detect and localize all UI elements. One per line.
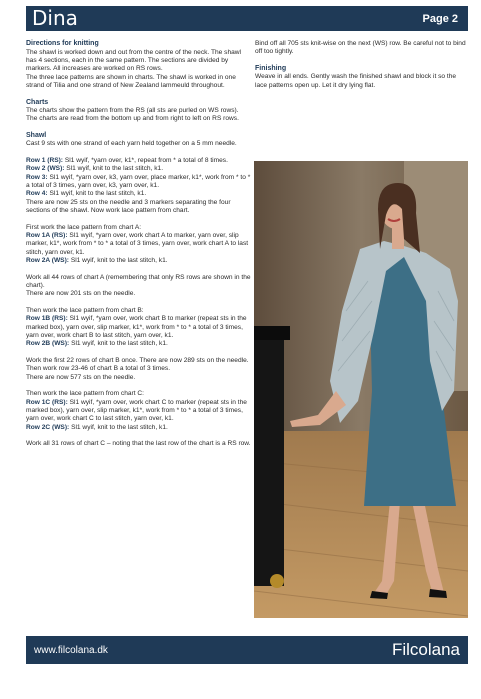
chart-b-then: Then work row 23-46 of chart B a total of 3 times. (26, 365, 171, 373)
row-1a-text: Sl1 wyif, *yarn over, work chart A to marker, yarn over, slip marker, k1*, work from * to * a total of 3 times, yarn over, work chart A to last stitch, yarn over, k1. (26, 232, 249, 256)
row-3-label: Row 3: (26, 173, 48, 181)
chart-c-all: Work all 31 rows of chart C – noting that the last row of the chart is a RS row. (26, 440, 251, 448)
row-1b-label: Row 1B (RS): (26, 315, 68, 323)
page-footer (26, 636, 468, 664)
page-number: Page 2 (422, 13, 458, 25)
bind-off-text: Bind off all 705 sts knit-wise on the next (WS) row. Be careful not to bind off too tightly. (255, 40, 466, 56)
row-1b-instruction (26, 315, 251, 340)
row-3-instruction (26, 174, 251, 191)
finishing-text: Weave in all ends. Gently wash the finished shawl and block it so the lace patterns open up. Let it dry lying flat. (255, 73, 457, 89)
model-photo (254, 161, 468, 618)
row-2b-text: Sl1 wyif, knit to the last stitch, k1. (69, 340, 168, 348)
row-2-instruction (26, 165, 251, 173)
brand-logo: Filcolana (391, 640, 460, 659)
row-1c-label: Row 1C (RS): (26, 398, 68, 406)
row-4-text: Sl1 wyif, knit to the last stitch, k1. (47, 190, 147, 198)
row-2c-instruction (26, 424, 251, 432)
row-1c-text: Sl1 wyif, *yarn over, work chart C to marker (repeat sts in the marked box), yarn over, slip marker, k1*, work from * to * a total of 3 times, yarn over, work chart C to last stitch, yarn over, k1. (26, 398, 247, 423)
shawl-heading: Shawl (26, 131, 47, 139)
chart-a-intro: First work the lace pattern from chart A: (26, 223, 142, 231)
model-photo-illustration (254, 161, 468, 618)
directions-text: The shawl is worked down and out from the centre of the neck. The shawl has 4 sections, each in the same pattern. The sections are divided by markers. All increases are worked on RS rows. (26, 48, 242, 73)
charts-heading: Charts (26, 98, 49, 106)
row-4-instruction (26, 190, 251, 198)
charts-text: The charts show the pattern from the RS (all sts are purled on WS rows). The charts are read from the bottom up and from right to left on RS rows. (26, 107, 239, 123)
row-3-text: Sl1 wyif, *yarn over, k3, yarn over, place marker, k1*, work from * to * a total of 3 times, yarn over, k3, yarn over, k1. (26, 173, 251, 189)
finishing-heading: Finishing (255, 64, 287, 72)
website-link[interactable]: www.filcolana.dk (34, 645, 108, 656)
row-2a-label: Row 2A (WS): (26, 257, 69, 265)
row-2-text: Sl1 wyif, knit to the last stitch, k1. (64, 165, 164, 173)
directions-text-2: The three lace patterns are shown in charts. The shawl is worked in one strand of Tilia and one strand of New Zealand lammeuld throughout. (26, 73, 236, 90)
row-2-label: Row 2 (WS): (26, 165, 65, 173)
chart-c-intro: Then work the lace pattern from chart C: (26, 390, 145, 398)
directions-heading: Directions for knitting (26, 40, 99, 47)
row-4-label: Row 4: (26, 190, 48, 198)
page-header (26, 6, 468, 31)
row-2c-label: Row 2C (WS): (26, 423, 70, 431)
chart-a-all: Work all 44 rows of chart A (remembering that only RS rows are shown in the chart). (26, 273, 251, 290)
row-1a-label: Row 1A (RS): (26, 232, 68, 239)
chart-b-intro: Then work the lace pattern from chart B: (26, 306, 144, 314)
chart-b-count: There are now 577 sts on the needle. (26, 373, 136, 381)
row-1a-instruction (26, 232, 251, 257)
shawl-text: Cast 9 sts with one strand of each yarn held together on a 5 mm needle. (26, 140, 237, 148)
row-2a-text: Sl1 wyif, knit to the last stitch, k1. (68, 257, 168, 265)
chart-a-count: There are now 201 sts on the needle. (26, 290, 136, 298)
row-1b-text: Sl1 wyif, *yarn over, work chart B to marker (repeat sts in the marked box), yarn over, slip marker, k1*, work from * to * a total of 3 times, yarn over, work chart B to last stitch, yarn over, k1. (26, 315, 247, 340)
chart-b-first: Work the first 22 rows of chart B once. There are now 289 sts on the needle. (26, 356, 249, 364)
row-2b-instruction (26, 340, 251, 348)
row-1-label: Row 1 (RS): (26, 156, 63, 164)
row-2b-label: Row 2B (WS): (26, 340, 70, 348)
pattern-title: Dina (32, 6, 78, 30)
row-2c-text: Sl1 wyif, knit to the last stitch, k1. (69, 423, 168, 431)
left-column (26, 40, 251, 449)
right-column (255, 40, 468, 90)
row-2a-instruction (26, 257, 251, 265)
row-1-text: Sl1 wyif, *yarn over, k1*, repeat from * a total of 8 times. (63, 156, 228, 164)
row-4-after: There are now 25 sts on the needle and 3 markers separating the four sections of the shawl. Now work lace pattern from chart. (26, 198, 231, 215)
row-1c-instruction (26, 399, 251, 424)
row-1-instruction (26, 157, 251, 165)
